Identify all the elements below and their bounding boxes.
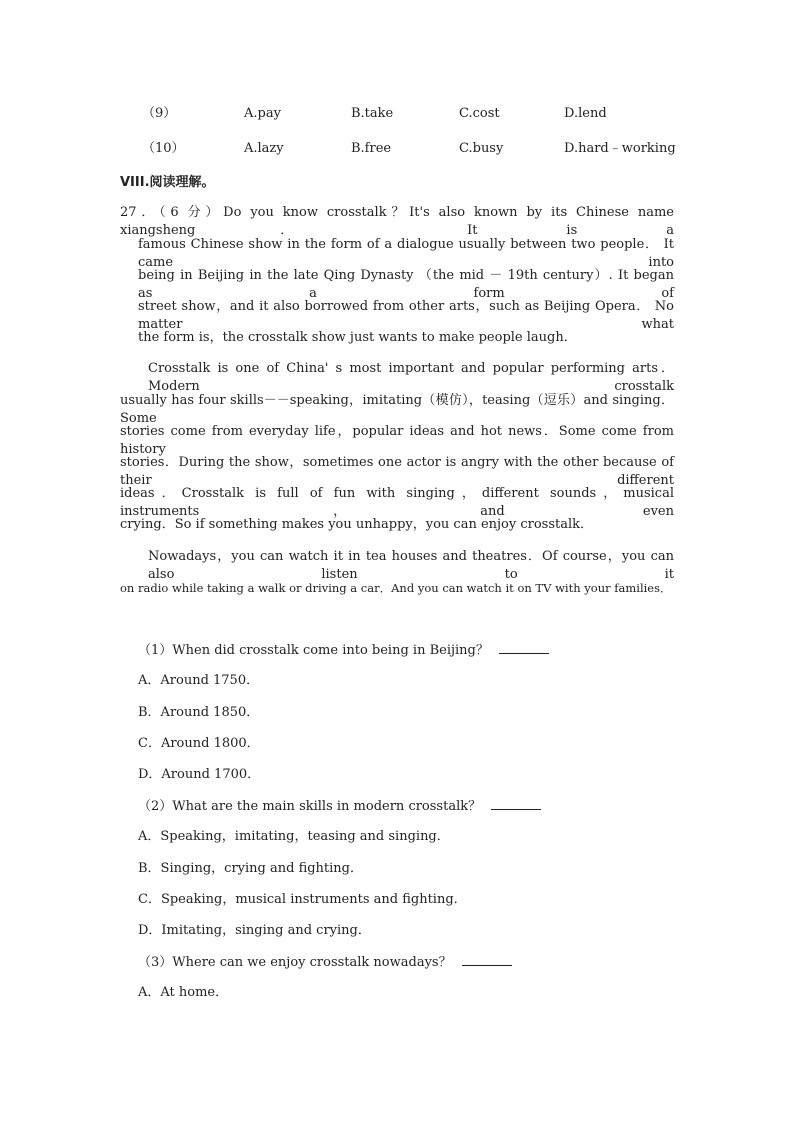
answer-blank[interactable] [491, 797, 541, 810]
question-number: （10） [142, 141, 185, 156]
choice-c: C．Around 1800． [138, 736, 260, 751]
option-a: A.lazy [244, 141, 284, 156]
passage-line: stories．During the show，sometimes one actor is angry with the other because of their different [120, 455, 674, 488]
choice-d: D．Imitating，singing and crying． [138, 923, 371, 938]
answer-blank[interactable] [499, 641, 549, 654]
passage-line: Crosstalk is one of China' s most important and popular performing arts．Modern crosstalk [148, 361, 674, 394]
passage-line: famous Chinese show in the form of a dialogue usually between two people． It came into [138, 237, 674, 270]
choice-a: A．Around 1750． [138, 673, 260, 688]
choice-c: C．Speaking，musical instruments and fighting． [138, 892, 467, 907]
choice-a: A．Speaking，imitating，teasing and singing． [138, 829, 450, 844]
choice-d: D．Around 1700． [138, 767, 261, 782]
passage-line: ideas．Crosstalk is full of fun with singing，different sounds，musical instruments，and even [120, 486, 674, 519]
question-stem-text: （1）When did crosstalk come into being in Beijing？ [138, 643, 489, 658]
question-number: （9） [142, 106, 177, 121]
option-d: D.lend [564, 106, 607, 121]
passage-line: on radio while taking a walk or driving a car．And you can watch it on TV with your families． [120, 581, 672, 595]
option-b: B.take [351, 106, 394, 121]
passage-line: usually has four skills－－speaking，imitating（模仿），teasing（逗乐）and singing．Some [120, 393, 674, 426]
passage-line: street show，and it also borrowed from other arts，such as Beijing Opera． No matter what [138, 299, 674, 332]
option-row-9 [0, 105, 794, 123]
passage-line: crying．So if something makes you unhappy，you can enjoy crosstalk． [120, 517, 594, 532]
passage-line: stories come from everyday life，popular ideas and hot news．Some come from history [120, 424, 674, 457]
passage-line: 27．（6 分）Do you know crosstalk？It's also known by its Chinese name xiangsheng． It is a [120, 205, 674, 238]
option-b: B.free [351, 141, 392, 156]
option-row-10 [0, 140, 794, 158]
option-a: A.pay [244, 106, 281, 121]
answer-blank[interactable] [462, 953, 512, 966]
choice-b: B．Singing，crying and fighting． [138, 861, 364, 876]
choice-a: A．At home． [138, 985, 229, 1000]
passage-line: the form is，the crosstalk show just wants to make people laugh． [138, 330, 577, 345]
question-stem [138, 953, 512, 971]
question-stem [138, 641, 549, 659]
option-d: D.hard﹣working [564, 141, 676, 156]
option-c: C.cost [459, 106, 500, 121]
question-stem-text: （2）What are the main skills in modern crosstalk？ [138, 799, 482, 814]
passage-line: Nowadays，you can watch it in tea houses and theatres．Of course，you can also listen to it [148, 549, 674, 582]
option-c: C.busy [459, 141, 504, 156]
question-stem [138, 797, 541, 815]
choice-b: B．Around 1850． [138, 705, 260, 720]
passage-line: being in Beijing in the late Qing Dynasty （the mid － 19th century）. It began as a form of [138, 268, 674, 301]
section-title: VIII.阅读理解。 [120, 175, 215, 190]
question-stem-text: （3）Where can we enjoy crosstalk nowadays？ [138, 955, 452, 970]
